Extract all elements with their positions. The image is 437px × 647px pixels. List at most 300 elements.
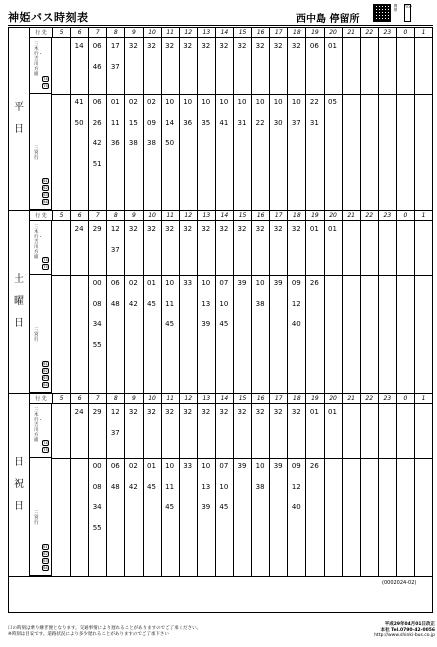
- hour-header-cell: 18: [287, 394, 305, 404]
- route-number-badge: 61: [43, 179, 48, 183]
- hour-header-cell: 22: [360, 28, 378, 38]
- hour-header-cell: 14: [215, 211, 233, 221]
- hour-column-divider: [70, 38, 71, 211]
- day-label: [9, 28, 30, 210]
- top-link[interactable]: TOP: [404, 4, 411, 22]
- hour-column-divider: [124, 38, 125, 211]
- departure-minute: 33: [183, 462, 193, 470]
- hour-header-cell: 13: [197, 28, 215, 38]
- hour-column-divider: [342, 38, 343, 211]
- departure-minute: 31: [237, 118, 247, 127]
- departure-minute: 38: [255, 482, 265, 491]
- hour-column-divider: [251, 404, 252, 577]
- departure-minute: 06: [92, 98, 102, 106]
- departure-minute: 06: [110, 462, 120, 470]
- hour-column-divider: [88, 404, 89, 577]
- departure-minute: 36: [110, 139, 120, 147]
- departure-minute: 08: [92, 299, 102, 308]
- hour-header-cell: 20: [324, 211, 342, 221]
- departure-minute: 32: [255, 408, 265, 416]
- departure-minute: 39: [273, 462, 283, 470]
- departure-minute: 08: [92, 482, 102, 491]
- hour-header-cell: 9: [124, 394, 142, 404]
- departure-minute: 32: [255, 225, 265, 233]
- hour-column-divider: [251, 221, 252, 394]
- departure-minute: 02: [147, 98, 156, 106]
- departure-minute: 45: [147, 299, 156, 308]
- hour-column-divider: [342, 221, 343, 394]
- departure-minute: 09: [291, 462, 301, 470]
- departure-minute: 29: [92, 408, 102, 416]
- departure-minute: 10: [291, 98, 301, 106]
- hour-header-cell: 14: [215, 394, 233, 404]
- departure-minute: 09: [291, 279, 301, 287]
- hour-column-divider: [287, 38, 288, 211]
- departure-minute: 22: [309, 98, 319, 106]
- day-label-char: 日: [14, 501, 24, 512]
- route-badges: [42, 76, 49, 89]
- hour-column-divider: [106, 221, 107, 394]
- departure-minute: 32: [183, 225, 193, 233]
- hour-header-cell: 15: [233, 211, 251, 221]
- hour-column-divider: [396, 221, 397, 394]
- departure-minute: 10: [273, 98, 283, 106]
- hour-header-cell: 12: [179, 394, 197, 404]
- departure-minute: 02: [128, 98, 138, 106]
- hour-header-cell: 10: [143, 394, 161, 404]
- departure-minute: 10: [201, 98, 211, 106]
- hour-header-cell: 11: [161, 394, 179, 404]
- hour-column-divider: [414, 38, 415, 211]
- hour-column-divider: [106, 38, 107, 211]
- hour-header-cell: 1: [414, 211, 432, 221]
- hour-header-cell: 8: [106, 28, 124, 38]
- departure-minute: 01: [328, 408, 337, 416]
- departure-minute: 32: [291, 225, 301, 233]
- departure-minute: 46: [92, 62, 102, 71]
- day-section: [9, 28, 432, 211]
- route-number-badge: 61: [43, 545, 48, 549]
- hour-header-cell: 22: [360, 211, 378, 221]
- departure-minute: 10: [255, 462, 265, 470]
- stop-name: 西中島 停留所: [296, 14, 360, 25]
- departure-minute: 10: [165, 462, 175, 470]
- hour-column-divider: [414, 221, 415, 394]
- departure-minute: 01: [110, 98, 120, 106]
- route-destination: [30, 458, 52, 576]
- departure-minute: 38: [128, 139, 138, 147]
- departure-minute: 51: [92, 159, 102, 168]
- day-label-char: 土: [14, 274, 24, 285]
- hour-column-divider: [70, 404, 71, 577]
- hour-column-divider: [269, 38, 270, 211]
- departure-minute: 01: [328, 42, 337, 50]
- departure-minute: 10: [255, 279, 265, 287]
- departure-minute: 34: [92, 320, 102, 328]
- departure-minute: 14: [74, 42, 84, 50]
- hour-column-divider: [269, 221, 270, 394]
- departure-minute: 06: [92, 42, 102, 50]
- departure-minute: 32: [237, 225, 247, 233]
- departure-minute: 55: [92, 340, 102, 349]
- route-number-badge: 64: [43, 383, 48, 387]
- hour-header-cell: 15: [233, 28, 251, 38]
- departure-minute: 32: [201, 42, 211, 50]
- dest-column-header: 行 先: [35, 213, 47, 219]
- timetable: [8, 27, 433, 613]
- departure-minute: 32: [147, 42, 156, 50]
- hour-header-cell: 17: [269, 28, 287, 38]
- hour-header-cell: 9: [124, 211, 142, 221]
- departure-minute: 26: [309, 279, 319, 287]
- departure-minute: 07: [219, 279, 229, 287]
- dest-column-header: 行 先: [35, 396, 47, 402]
- day-label: [9, 394, 30, 576]
- hour-column-divider: [215, 221, 216, 394]
- departure-minute: 42: [128, 299, 138, 308]
- departure-minute: 32: [237, 408, 247, 416]
- hour-header-cell: 13: [197, 211, 215, 221]
- hour-header-row: [30, 211, 432, 221]
- footer-contact: [343, 622, 435, 639]
- hour-column-divider: [70, 221, 71, 394]
- departure-minute: 24: [74, 225, 84, 233]
- departure-minute: 06: [110, 279, 120, 287]
- departure-minute: 02: [128, 462, 138, 470]
- hour-column-divider: [233, 404, 234, 577]
- hour-column-divider: [161, 404, 162, 577]
- hour-header-cell: 16: [251, 394, 269, 404]
- hour-header-cell: 22: [360, 394, 378, 404]
- day-label-char: 日: [14, 124, 24, 135]
- route-badges: [42, 361, 49, 388]
- hour-column-divider: [179, 38, 180, 211]
- departure-minute: 09: [147, 118, 156, 127]
- departure-minute: 40: [291, 320, 301, 328]
- hour-column-divider: [378, 38, 379, 211]
- hour-header-cell: 7: [88, 28, 106, 38]
- header-divider: [8, 25, 433, 26]
- day-label-char: 日: [14, 318, 24, 329]
- departure-minute: 32: [273, 225, 283, 233]
- route-number-badge: 62: [43, 369, 48, 373]
- hour-header-cell: 19: [305, 28, 323, 38]
- departure-minute: 14: [165, 118, 175, 127]
- departure-minute: 01: [147, 279, 156, 287]
- hour-column-divider: [324, 404, 325, 577]
- departure-minute: 26: [92, 118, 102, 127]
- departure-minute: 50: [74, 118, 84, 127]
- hour-column-divider: [124, 404, 125, 577]
- hour-header-cell: 17: [269, 394, 287, 404]
- hour-column-divider: [88, 38, 89, 211]
- departure-minute: 41: [74, 98, 84, 106]
- departure-minute: 10: [165, 279, 175, 287]
- hour-column-divider: [179, 221, 180, 394]
- departure-minute: 01: [328, 225, 337, 233]
- hour-header-cell: 13: [197, 394, 215, 404]
- hour-column-divider: [378, 221, 379, 394]
- hour-header-cell: 23: [378, 28, 396, 38]
- departure-minute: 37: [110, 245, 120, 254]
- departure-minute: 45: [165, 320, 175, 328]
- document-code: (0002024-02): [382, 580, 417, 586]
- hour-header-cell: 19: [305, 394, 323, 404]
- hour-header-cell: 18: [287, 211, 305, 221]
- departure-minute: 32: [291, 408, 301, 416]
- departure-minute: 32: [201, 408, 211, 416]
- footer-note-line2: ※時刻は目安です。道路状況により多少遅れることがありますのでご了承下さい: [8, 632, 169, 637]
- hour-column-divider: [215, 404, 216, 577]
- hour-header-cell: 9: [124, 28, 142, 38]
- departure-minute: 17: [110, 42, 120, 50]
- route-number-badge: 74: [43, 77, 48, 81]
- departure-minute: 32: [255, 42, 265, 50]
- hour-column-divider: [378, 404, 379, 577]
- hour-header-cell: 20: [324, 394, 342, 404]
- departure-minute: 42: [92, 139, 102, 147]
- departure-minute: 11: [165, 299, 175, 308]
- hour-header-cell: 23: [378, 394, 396, 404]
- effective-date: 平成29年04月01日改正: [384, 622, 435, 627]
- departure-minute: 39: [237, 279, 247, 287]
- hour-header-cell: 21: [342, 394, 360, 404]
- route-divider: [52, 275, 432, 276]
- hour-column-divider: [396, 38, 397, 211]
- route-number-badge: 75: [43, 265, 48, 269]
- departure-minute: 41: [219, 118, 229, 127]
- hour-header-row: [30, 394, 432, 404]
- departure-minute: 02: [128, 279, 138, 287]
- hour-header-row: [30, 28, 432, 38]
- departure-minute: 45: [219, 503, 229, 511]
- departure-minute: 32: [147, 408, 156, 416]
- departure-minute: 50: [165, 139, 175, 147]
- departure-minute: 32: [273, 408, 283, 416]
- hour-header-cell: 12: [179, 211, 197, 221]
- day-label: [9, 211, 30, 393]
- hour-header-cell: 1: [414, 394, 432, 404]
- departure-minute: 32: [219, 225, 229, 233]
- phone-number: 本社 Tel.0790-42-0056: [380, 627, 435, 633]
- departure-minute: 10: [255, 98, 265, 106]
- departure-minute: 42: [128, 482, 138, 491]
- route-destination: [30, 404, 52, 458]
- hour-column-divider: [197, 404, 198, 577]
- departure-minute: 32: [273, 42, 283, 50]
- route-destination-label: 三木行・吉川方面: [34, 225, 43, 260]
- dest-column-header: 行 先: [35, 30, 47, 36]
- hour-column-divider: [143, 404, 144, 577]
- hour-header-cell: 23: [378, 211, 396, 221]
- hour-header-cell: 20: [324, 28, 342, 38]
- hour-header-cell: 6: [70, 28, 88, 38]
- hour-header-cell: 5: [52, 211, 70, 221]
- route-number-badge: 64: [43, 566, 48, 570]
- route-number-badge: 61: [43, 362, 48, 366]
- hour-header-cell: 17: [269, 211, 287, 221]
- hour-header-cell: 18: [287, 28, 305, 38]
- route-number-badge: 63: [43, 193, 48, 197]
- departure-minute: 10: [219, 299, 229, 308]
- departure-minute: 10: [165, 98, 175, 106]
- departure-minute: 10: [219, 482, 229, 491]
- departure-minute: 55: [92, 523, 102, 532]
- departure-minute: 45: [165, 503, 175, 511]
- footer-note-line1: 口の時刻は乗り継ぎ便となります。交通事情により遅れることがありますのでご了承ください。: [8, 626, 202, 631]
- route-number-badge: 63: [43, 559, 48, 563]
- route-destination: [30, 38, 52, 94]
- departure-minute: 12: [291, 482, 301, 491]
- hour-column-divider: [269, 404, 270, 577]
- route-number-badge: 63: [43, 376, 48, 380]
- route-divider: [52, 94, 432, 95]
- hour-column-divider: [197, 221, 198, 394]
- hour-header-cell: 6: [70, 394, 88, 404]
- hour-column-divider: [161, 38, 162, 211]
- departure-minute: 32: [291, 42, 301, 50]
- hour-column-divider: [324, 38, 325, 211]
- route-destination-label: 三宮行: [34, 146, 39, 162]
- hour-column-divider: [360, 38, 361, 211]
- hour-header-cell: 5: [52, 394, 70, 404]
- hour-column-divider: [197, 38, 198, 211]
- departure-minute: 24: [74, 408, 84, 416]
- route-destination-label: 三宮行: [34, 511, 39, 527]
- day-section: [9, 394, 432, 577]
- departure-minute: 32: [183, 42, 193, 50]
- hour-column-divider: [106, 404, 107, 577]
- hour-header-cell: 0: [396, 211, 414, 221]
- hour-header-cell: 10: [143, 28, 161, 38]
- hour-header-cell: 21: [342, 211, 360, 221]
- route-destination-label: 三木行・吉川方面: [34, 42, 43, 77]
- hour-header-cell: 21: [342, 28, 360, 38]
- hour-column-divider: [215, 38, 216, 211]
- departure-minute: 40: [291, 503, 301, 511]
- hour-header-cell: 8: [106, 394, 124, 404]
- departure-minute: 10: [237, 98, 247, 106]
- route-number-badge: 64: [43, 200, 48, 204]
- hour-column-divider: [324, 221, 325, 394]
- hour-header-cell: 16: [251, 28, 269, 38]
- route-badges: [42, 257, 49, 270]
- departure-minute: 12: [110, 408, 120, 416]
- hour-column-divider: [305, 38, 306, 211]
- departure-minute: 29: [92, 225, 102, 233]
- hour-header-cell: 16: [251, 211, 269, 221]
- route-number-badge: 62: [43, 552, 48, 556]
- hour-column-divider: [305, 221, 306, 394]
- hour-header-cell: 15: [233, 394, 251, 404]
- route-divider: [52, 458, 432, 459]
- departure-minute: 10: [201, 462, 211, 470]
- departure-minute: 39: [273, 279, 283, 287]
- day-label-char: 日: [14, 457, 24, 468]
- hour-column-divider: [143, 38, 144, 211]
- day-label-char: 祝: [14, 479, 24, 490]
- hour-column-divider: [179, 404, 180, 577]
- departure-minute: 32: [128, 225, 138, 233]
- qr-code-icon: [373, 4, 391, 22]
- route-number-badge: 62: [43, 186, 48, 190]
- route-number-badge: 75: [43, 84, 48, 88]
- hour-column-divider: [287, 404, 288, 577]
- route-badges: [42, 544, 49, 571]
- departure-minute: 37: [110, 428, 120, 437]
- departure-minute: 39: [237, 462, 247, 470]
- hour-column-divider: [233, 38, 234, 211]
- departure-minute: 05: [328, 98, 337, 106]
- departure-minute: 38: [147, 139, 156, 147]
- departure-minute: 39: [201, 320, 211, 328]
- route-badges: [42, 440, 49, 453]
- departure-minute: 10: [183, 98, 193, 106]
- departure-minute: 32: [165, 225, 175, 233]
- departure-minute: 26: [309, 462, 319, 470]
- departure-minute: 37: [291, 118, 301, 127]
- departure-minute: 00: [92, 279, 102, 287]
- departure-minute: 38: [255, 299, 265, 308]
- hour-header-cell: 7: [88, 394, 106, 404]
- hour-column-divider: [396, 404, 397, 577]
- hour-header-cell: 19: [305, 211, 323, 221]
- hour-header-cell: 14: [215, 28, 233, 38]
- hour-column-divider: [233, 221, 234, 394]
- departure-minute: 07: [219, 462, 229, 470]
- hour-header-cell: 1: [414, 28, 432, 38]
- hour-header-cell: 12: [179, 28, 197, 38]
- hour-header-cell: 5: [52, 28, 70, 38]
- hour-column-divider: [251, 38, 252, 211]
- hour-header-cell: 7: [88, 211, 106, 221]
- hour-column-divider: [161, 221, 162, 394]
- hour-header-cell: 0: [396, 394, 414, 404]
- hour-header-cell: 0: [396, 28, 414, 38]
- departure-minute: 32: [201, 225, 211, 233]
- departure-minute: 22: [255, 118, 265, 127]
- hour-header-cell: 11: [161, 28, 179, 38]
- departure-minute: 11: [110, 118, 120, 127]
- departure-minute: 33: [183, 279, 193, 287]
- departure-minute: 32: [219, 408, 229, 416]
- qr-label-mobile: 携帯: [393, 4, 398, 12]
- page-title: 神姫バス時刻表: [8, 11, 89, 24]
- route-destination: [30, 221, 52, 275]
- hour-column-divider: [342, 404, 343, 577]
- hour-column-divider: [414, 404, 415, 577]
- hour-column-divider: [305, 404, 306, 577]
- departure-minute: 32: [237, 42, 247, 50]
- route-number-badge: 74: [43, 441, 48, 445]
- departure-minute: 32: [128, 408, 138, 416]
- departure-minute: 36: [183, 118, 193, 127]
- departure-minute: 32: [147, 225, 156, 233]
- day-label-char: 平: [14, 102, 24, 113]
- departure-minute: 12: [110, 225, 120, 233]
- route-badges: [42, 178, 49, 205]
- departure-minute: 32: [128, 42, 138, 50]
- route-destination-label: 三木行・吉川方面: [34, 408, 43, 443]
- departure-minute: 01: [309, 408, 319, 416]
- departure-minute: 06: [309, 42, 319, 50]
- departure-minute: 39: [201, 503, 211, 511]
- departure-minute: 12: [291, 299, 301, 308]
- departure-minute: 00: [92, 462, 102, 470]
- departure-minute: 48: [110, 482, 120, 491]
- footer-note: [8, 626, 338, 638]
- website-link[interactable]: http://www.shinki-bus.co.jp: [374, 633, 435, 638]
